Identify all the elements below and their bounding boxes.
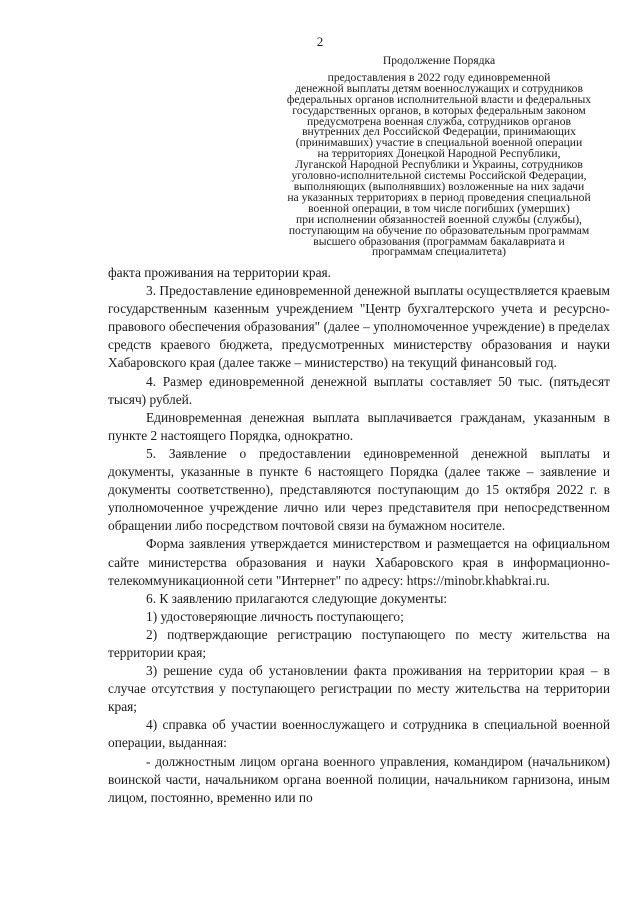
- header-line: Луганской Народной Республики и Украины, сотрудников: [295, 158, 583, 172]
- header-line: на указанных территориях в период проведения специальной: [287, 190, 591, 204]
- page-number: 2: [316, 34, 324, 49]
- document-body: [108, 264, 610, 807]
- header-line: высшего образования (программам бакалавриата и: [313, 234, 565, 248]
- header-line: (принимавших) участие в специальной военной операции: [295, 136, 583, 150]
- body-paragraph: факта проживания на территории края.: [108, 265, 332, 280]
- header-line: военной операции, в том числе погибших (умерших): [308, 201, 570, 215]
- body-paragraph: Единовременная денежная выплата выплачивается гражданам, указанным в пункте 2 настоящего Порядка, однократно.: [108, 409, 610, 443]
- header-line: уголовно-исполнительной системы Российской Федерации,: [291, 169, 587, 183]
- list-item: 1) удостоверяющие личность поступающего;: [146, 608, 404, 624]
- header-line: предусмотрена военная служба, сотрудников органов: [307, 114, 571, 128]
- list-item: 3) решение суда об установлении факта проживания на территории края – в случае отсутствия у поступающего регистрации по месту жительства на территории края;: [108, 663, 610, 715]
- clause-6-paragraph: 6. К заявлению прилагаются следующие документы:: [146, 590, 448, 606]
- header-line: денежной выплаты детям военнослужащих и сотрудников: [295, 81, 583, 95]
- header-line: государственных органов, в которых федеральным законом: [292, 103, 586, 117]
- header-line: при исполнении обязанностей военной службы (службы),: [296, 212, 582, 226]
- list-item: 2) подтверждающие регистрацию поступающего по месту жительства на территории края;: [108, 626, 610, 660]
- list-item: - должностным лицом органа военного управления, командиром (начальником) воинской части, начальником органа военной полиции, начальником гарнизона, иным лицом, постоянно, временно или по: [108, 753, 610, 805]
- header-line: внутренних дел Российской Федерации, принимающих: [302, 125, 576, 139]
- list-item: 4) справка об участии военнослужащего и сотрудника в специальной военной операции, выданная:: [108, 717, 610, 751]
- clause-5-paragraph: 5. Заявление о предоставлении единовременной денежной выплаты и документы, указанные в пункте 6 настоящего Порядка (далее также – заявление и документы соответственно), представляются поступающим до 15 октября 2022 г. в уполномоченное учреждение лично или через представителя при непосредственном обращении либо посредством почтовой связи на бумажном носителе.: [108, 445, 610, 534]
- header-line: программам специалитета): [371, 245, 507, 259]
- order-continuation-header: [262, 56, 616, 258]
- header-line: на территориях Донецкой Народной Республики,: [317, 147, 561, 161]
- header-line: поступающим на обучение по образовательным программам: [288, 223, 590, 237]
- clause-4-paragraph: 4. Размер единовременной денежной выплаты составляет 50 тыс. (пятьдесят тысяч) рублей.: [108, 373, 610, 407]
- header-line: предоставления в 2022 году единовременной: [327, 70, 551, 84]
- clause-3-paragraph: 3. Предоставление единовременной денежной выплаты осуществляется краевым государственным казенным учреждением "Центр бухгалтерского учета и ресурсно-правового обеспечения образования" (далее – уполномоченное учреждение) в пределах средств краевого бюджета, предусмотренных министерству образования и науки Хабаровского края (далее также – министерство) на текущий финансовый год.: [108, 283, 610, 371]
- header-line: федеральных органов исполнительной власти и федеральных: [286, 92, 592, 106]
- header-title: Продолжение Порядка: [382, 54, 496, 67]
- header-line: выполняющих (выполнявших) возложенные на них задачи: [293, 179, 585, 193]
- body-paragraph: Форма заявления утверждается министерством и размещается на официальном сайте министерства образования и науки Хабаровского края в информационно-телекоммуникационной сети "Интернет" по адресу: https://minobr.khabkrai.ru.: [108, 536, 610, 588]
